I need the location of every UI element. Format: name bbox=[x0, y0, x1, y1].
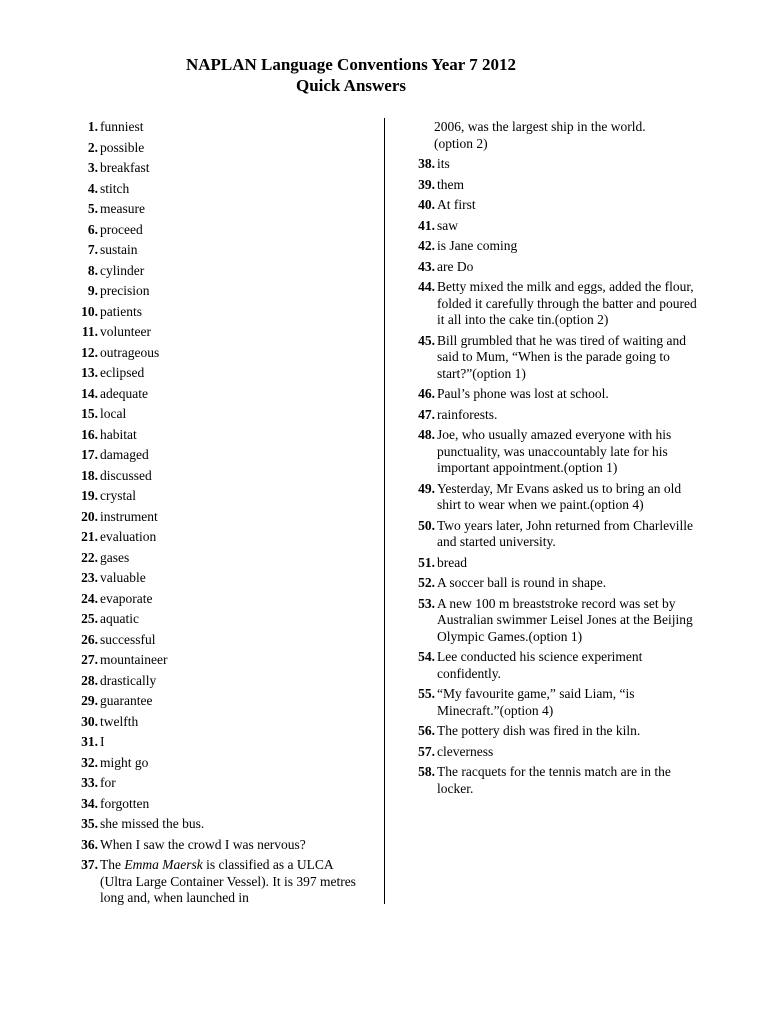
answer-item bbox=[397, 331, 702, 385]
answer-number: 55. bbox=[418, 686, 435, 701]
answer-text: evaporate bbox=[100, 590, 153, 606]
answer-text: measure bbox=[100, 201, 145, 216]
answer-text: bread bbox=[437, 554, 467, 570]
answer-number: 54. bbox=[418, 649, 435, 664]
answer-item bbox=[60, 281, 368, 302]
answer-number: 2. bbox=[87, 139, 98, 155]
answer-item bbox=[397, 762, 702, 799]
answer-text: aquatic bbox=[100, 611, 139, 626]
answer-number: 26. bbox=[81, 631, 98, 647]
answer-item bbox=[60, 609, 368, 630]
answer-number: 6. bbox=[87, 221, 98, 237]
answer-item bbox=[60, 343, 368, 364]
answer-text: instrument bbox=[100, 508, 158, 524]
answer-number: 40. bbox=[418, 197, 435, 212]
answer-item bbox=[397, 721, 702, 742]
answer-text: A soccer ball is round in shape. bbox=[437, 575, 607, 590]
answer-number: 44. bbox=[418, 279, 435, 294]
answer-number: 24. bbox=[81, 590, 98, 606]
answer-number: 38. bbox=[418, 156, 435, 171]
answer-number: 20. bbox=[81, 508, 98, 524]
answer-number: 5. bbox=[87, 201, 98, 216]
answer-number: 16. bbox=[81, 426, 98, 442]
answer-text: patients bbox=[100, 303, 142, 319]
answer-text: guarantee bbox=[100, 693, 153, 708]
answer-text: Yesterday, Mr Evans asked us to bring an old shirt to wear when we paint.(option 4) bbox=[437, 480, 682, 512]
answer-number: 30. bbox=[81, 713, 98, 729]
answer-item bbox=[397, 516, 702, 553]
answer-text: outrageous bbox=[100, 344, 160, 360]
answer-option: (option 1) bbox=[472, 365, 526, 381]
answers-column-right bbox=[397, 117, 702, 799]
title-line-1: NAPLAN Language Conventions Year 7 2012 bbox=[185, 55, 517, 74]
answer-text: rainforests. bbox=[437, 406, 498, 422]
answer-number: 17. bbox=[81, 447, 98, 462]
answer-text: Betty mixed the milk and eggs, added the flour, folded it carefully through the batter and poured it all into the cake tin.(option 2) bbox=[437, 279, 697, 327]
answer-text: Lee conducted his science experiment confidently. bbox=[437, 649, 643, 681]
answer-number: 42. bbox=[418, 238, 435, 253]
answer-option: (option 1) bbox=[563, 460, 618, 475]
answer-number: 35. bbox=[81, 816, 98, 831]
answer-item bbox=[60, 158, 368, 179]
answer-number: 29. bbox=[81, 693, 98, 708]
answer-item bbox=[60, 650, 368, 671]
answer-item bbox=[397, 573, 702, 594]
answer-number: 23. bbox=[81, 570, 98, 585]
answer-number: 58. bbox=[418, 764, 435, 779]
answer-item bbox=[60, 404, 368, 425]
answer-text: damaged bbox=[100, 447, 149, 462]
answer-text: volunteer bbox=[100, 324, 151, 339]
answer-item bbox=[397, 216, 702, 237]
answer-text: crystal bbox=[100, 488, 136, 503]
answer-text: them bbox=[437, 176, 464, 192]
answer-text: Two years later, John returned from Charleville and started university. bbox=[437, 517, 694, 549]
answer-text: might go bbox=[100, 754, 149, 770]
answer-option: (option 2) bbox=[554, 312, 609, 327]
answer-number: 15. bbox=[81, 406, 98, 421]
answer-number: 43. bbox=[418, 258, 435, 274]
answer-item bbox=[60, 240, 368, 261]
answer-number: 25. bbox=[81, 611, 98, 626]
answer-item bbox=[397, 405, 702, 426]
answer-text: The pottery dish was fired in the kiln. bbox=[437, 723, 641, 738]
answer-text: A new 100 m breaststroke record was set by Australian swimmer Leisel Jones at the Beijing Olympic Games.(option 1) bbox=[437, 595, 693, 644]
answer-item bbox=[397, 384, 702, 405]
answer-text: “My favourite game,” said Liam, “is Minecraft.”(option 4) bbox=[437, 686, 635, 718]
answer-item-37-continued: 2006, was the largest ship in the world. (option 2) bbox=[397, 117, 702, 154]
answer-text: forgotten bbox=[100, 795, 150, 811]
answer-item bbox=[397, 236, 702, 257]
answer-item bbox=[397, 594, 702, 648]
answer-text: When I saw the crowd I was nervous? bbox=[100, 836, 306, 852]
answer-number: 28. bbox=[81, 672, 98, 688]
answer-number: 57. bbox=[418, 743, 435, 759]
answer-number: 8. bbox=[87, 262, 98, 278]
ship-name: Emma Maersk bbox=[124, 857, 203, 872]
answer-number: 4. bbox=[87, 180, 98, 196]
answer-number: 11. bbox=[81, 324, 98, 339]
answer-text: evaluation bbox=[100, 529, 157, 544]
answer-number: 19. bbox=[81, 488, 98, 503]
answer-text: precision bbox=[100, 283, 150, 298]
answer-number: 49. bbox=[418, 480, 435, 496]
answer-text: are Do bbox=[437, 258, 474, 274]
answer-text: she missed the bus. bbox=[100, 816, 205, 831]
answer-text: cleverness bbox=[437, 743, 494, 759]
answer-number: 10. bbox=[81, 303, 98, 319]
answer-item bbox=[397, 684, 702, 721]
answer-item bbox=[60, 712, 368, 733]
answer-number: 7. bbox=[87, 242, 98, 257]
answer-number: 9. bbox=[87, 283, 98, 298]
answer-item bbox=[60, 445, 368, 466]
answer-item bbox=[60, 486, 368, 507]
answer-item bbox=[60, 753, 368, 774]
answer-text: mountaineer bbox=[100, 652, 168, 667]
answer-number: 41. bbox=[418, 217, 435, 233]
answer-text: for bbox=[100, 775, 116, 790]
answer-item bbox=[60, 220, 368, 241]
answer-item bbox=[397, 277, 702, 331]
answer-number: 37. bbox=[81, 857, 98, 872]
answer-item bbox=[60, 179, 368, 200]
answer-text: its bbox=[437, 156, 450, 171]
answer-text: Bill grumbled that he was tired of waiting and said to Mum, “When is the parade going to start?”(option 1) bbox=[437, 332, 686, 381]
answer-number: 52. bbox=[418, 575, 435, 590]
answer-number: 22. bbox=[81, 549, 98, 565]
page-title bbox=[0, 54, 702, 96]
answer-item bbox=[60, 384, 368, 405]
answer-number: 18. bbox=[81, 467, 98, 483]
column-divider bbox=[384, 118, 385, 904]
answer-text: stitch bbox=[100, 180, 130, 196]
answer-item bbox=[60, 794, 368, 815]
answer-number: 47. bbox=[418, 406, 435, 422]
answer-text: possible bbox=[100, 139, 145, 155]
answer-item bbox=[60, 671, 368, 692]
answer-option: (option 4) bbox=[589, 497, 644, 512]
answer-item bbox=[60, 814, 368, 835]
answer-number: 46. bbox=[418, 386, 435, 401]
answer-number: 32. bbox=[81, 754, 98, 770]
answer-number: 27. bbox=[81, 652, 98, 667]
answer-item bbox=[60, 425, 368, 446]
answer-item bbox=[397, 257, 702, 278]
answer-item bbox=[60, 363, 368, 384]
answer-text: cylinder bbox=[100, 262, 145, 278]
answer-text: habitat bbox=[100, 426, 137, 442]
answer-text: successful bbox=[100, 631, 156, 647]
answer-number: 48. bbox=[418, 427, 435, 442]
answer-item bbox=[397, 154, 702, 175]
answer-option: (option 1) bbox=[528, 628, 583, 644]
answer-text: local bbox=[100, 406, 127, 421]
answer-text: valuable bbox=[100, 570, 146, 585]
answer-item bbox=[397, 742, 702, 763]
answer-number: 21. bbox=[81, 529, 98, 544]
answers-column-left bbox=[60, 117, 368, 909]
answer-number: 39. bbox=[418, 176, 435, 192]
answer-item bbox=[60, 589, 368, 610]
answer-number: 31. bbox=[81, 734, 98, 749]
answer-item bbox=[60, 322, 368, 343]
answer-text: breakfast bbox=[100, 160, 150, 175]
answer-number: 50. bbox=[418, 517, 435, 533]
answer-text: discussed bbox=[100, 467, 152, 483]
answer-text: eclipsed bbox=[100, 365, 145, 380]
answer-number: 34. bbox=[81, 795, 98, 811]
answer-item bbox=[397, 425, 702, 479]
answer-text: twelfth bbox=[100, 713, 139, 729]
answer-item bbox=[60, 261, 368, 282]
answer-number: 33. bbox=[81, 775, 98, 790]
answer-item bbox=[60, 507, 368, 528]
answer-text: I bbox=[100, 734, 105, 749]
answer-number: 36. bbox=[81, 836, 98, 852]
answer-item bbox=[60, 732, 368, 753]
answer-number: 53. bbox=[418, 595, 435, 611]
answer-option: (option 4) bbox=[499, 702, 554, 718]
answer-item bbox=[60, 302, 368, 323]
answer-item bbox=[60, 568, 368, 589]
answer-text: saw bbox=[437, 217, 458, 233]
answer-text: The racquets for the tennis match are in the locker. bbox=[437, 764, 671, 796]
answer-item bbox=[60, 466, 368, 487]
answer-item bbox=[397, 195, 702, 216]
answer-text: At first bbox=[437, 197, 476, 212]
answer-option: (option 2) bbox=[434, 135, 488, 151]
answer-text: adequate bbox=[100, 385, 148, 401]
answer-number: 51. bbox=[418, 554, 435, 570]
answer-number: 45. bbox=[418, 332, 435, 348]
answer-text: is Jane coming bbox=[437, 238, 518, 253]
answer-item bbox=[60, 138, 368, 159]
answer-number: 13. bbox=[81, 365, 98, 380]
answer-text: funniest bbox=[100, 119, 144, 134]
answer-number: 14. bbox=[81, 385, 98, 401]
answer-item bbox=[60, 548, 368, 569]
answer-text: The Emma Maersk is classified as a ULCA (Ultra Large Container Vessel). It is 397 metres long and, when launched in bbox=[100, 857, 356, 905]
answer-text: proceed bbox=[100, 221, 143, 237]
answer-item bbox=[60, 835, 368, 856]
answer-number: 1. bbox=[87, 119, 98, 134]
answer-number: 3. bbox=[87, 160, 98, 175]
answer-item bbox=[60, 199, 368, 220]
answer-text: drastically bbox=[100, 672, 157, 688]
answer-number: 12. bbox=[81, 344, 98, 360]
answer-item bbox=[60, 773, 368, 794]
answer-item-37 bbox=[60, 855, 368, 909]
answer-text: Paul’s phone was lost at school. bbox=[437, 386, 609, 401]
answer-item bbox=[60, 691, 368, 712]
answer-item bbox=[397, 479, 702, 516]
answer-item bbox=[60, 527, 368, 548]
answer-item bbox=[397, 175, 702, 196]
answer-number: 56. bbox=[418, 723, 435, 738]
answer-text: gases bbox=[100, 549, 130, 565]
answer-item bbox=[60, 117, 368, 138]
answer-text: Joe, who usually amazed everyone with his punctuality, was unaccountably late for his important appointment.(option 1) bbox=[437, 427, 672, 475]
answer-item bbox=[60, 630, 368, 651]
answer-item bbox=[397, 553, 702, 574]
title-line-2: Quick Answers bbox=[295, 76, 407, 95]
answer-text: sustain bbox=[100, 242, 138, 257]
answer-item bbox=[397, 647, 702, 684]
